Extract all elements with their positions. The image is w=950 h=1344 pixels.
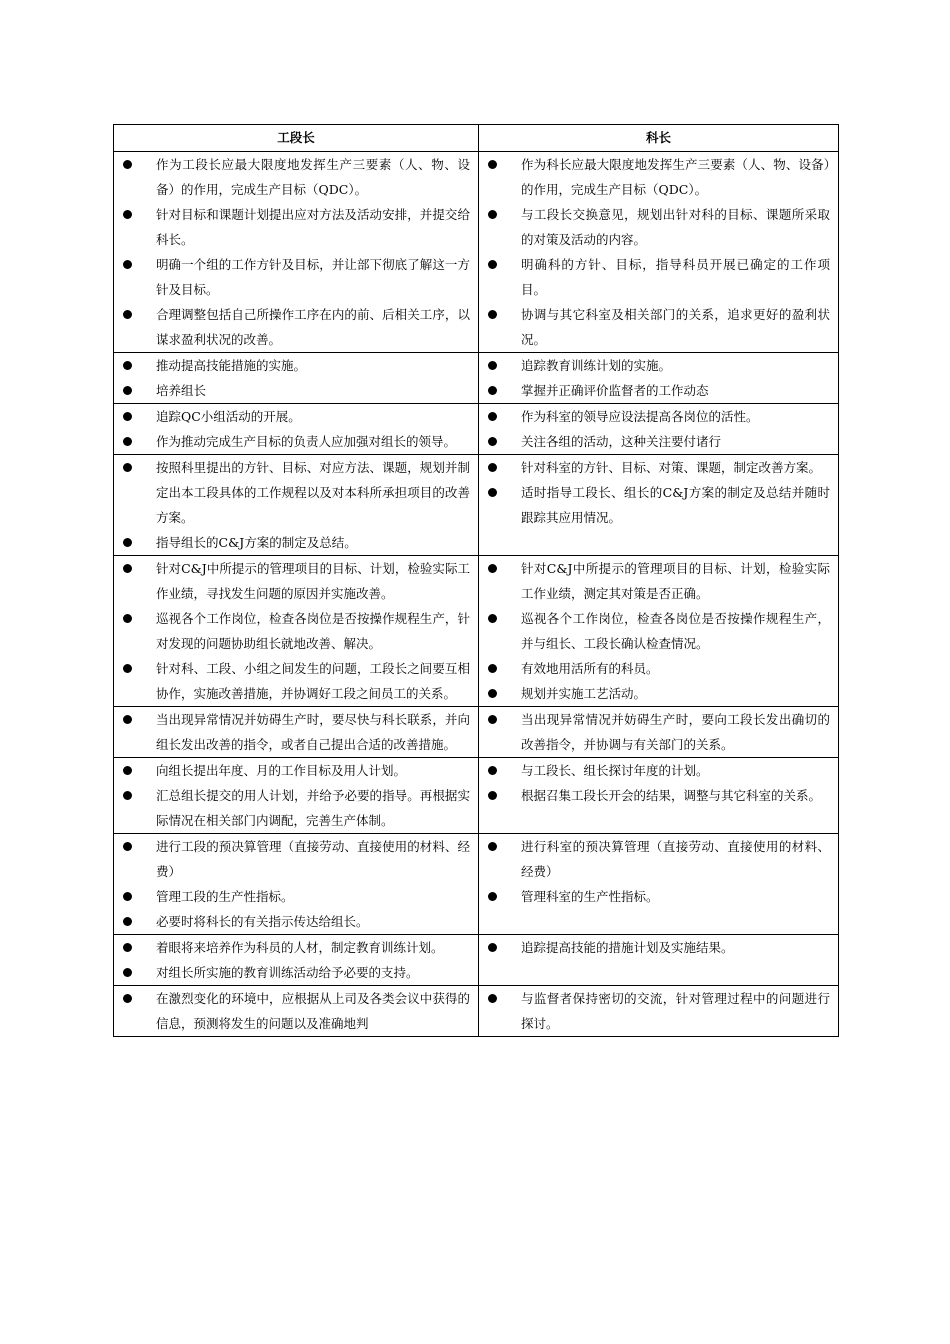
item-text: 作为科长应最大限度地发挥生产三要素（人、物、设备）的作用，完成生产目标（QDC）。 — [521, 157, 830, 197]
bullet-list — [114, 986, 478, 1036]
bullet-icon — [123, 538, 132, 547]
bullet-icon — [123, 766, 132, 775]
item-text: 管理科室的生产性指标。 — [521, 889, 659, 904]
item-text: 培养组长 — [156, 383, 207, 398]
table-row — [114, 986, 839, 1037]
item-text: 当出现异常情况并妨碍生产时，要向工段长发出确切的改善指令，并协调与有关部门的关系。 — [521, 712, 830, 752]
list-item — [114, 783, 478, 833]
bullet-icon — [123, 614, 132, 623]
header-row — [114, 125, 839, 152]
cell-section-chief — [479, 986, 839, 1037]
item-text: 明确一个组的工作方针及目标，并让部下彻底了解这一方针及目标。 — [156, 257, 470, 297]
bullet-list — [114, 404, 478, 454]
table-row — [114, 707, 839, 758]
list-item — [114, 252, 478, 302]
item-text: 管理工段的生产性指标。 — [156, 889, 294, 904]
item-text: 汇总组长提交的用人计划，并给予必要的指导。再根据实际情况在相关部门内调配，完善生产体制。 — [156, 788, 470, 828]
list-item — [114, 530, 478, 555]
responsibility-table — [113, 124, 839, 1037]
bullet-list — [114, 935, 478, 985]
cell-section-chief — [479, 935, 839, 986]
bullet-list — [114, 556, 478, 706]
list-item — [114, 707, 478, 757]
list-item — [114, 758, 478, 783]
cell-section-leader — [114, 556, 479, 707]
bullet-icon — [488, 437, 497, 446]
list-item — [479, 353, 838, 378]
bullet-icon — [123, 463, 132, 472]
item-text: 针对C&J中所提示的管理项目的目标、计划，检验实际工作业绩，寻找发生问题的原因并实施改善。 — [156, 561, 470, 601]
list-item — [479, 202, 838, 252]
cell-section-chief — [479, 758, 839, 834]
bullet-list — [479, 353, 838, 403]
item-text: 追踪QC小组活动的开展。 — [156, 409, 301, 424]
bullet-icon — [488, 994, 497, 1003]
list-item — [114, 834, 478, 884]
list-item — [114, 202, 478, 252]
item-text: 关注各组的活动，这种关注要付诸行 — [521, 434, 722, 449]
cell-section-chief — [479, 834, 839, 935]
bullet-list — [479, 556, 838, 706]
cell-section-chief — [479, 455, 839, 556]
list-item — [114, 986, 478, 1036]
list-item — [479, 404, 838, 429]
list-item — [479, 378, 838, 403]
bullet-icon — [123, 715, 132, 724]
list-item — [479, 480, 838, 530]
bullet-icon — [488, 412, 497, 421]
table-row — [114, 834, 839, 935]
header-section-leader: 工段长 — [114, 125, 479, 152]
list-item — [479, 455, 838, 480]
bullet-icon — [123, 437, 132, 446]
bullet-icon — [488, 892, 497, 901]
item-text: 必要时将科长的有关指示传达给组长。 — [156, 914, 369, 929]
bullet-list — [479, 935, 838, 960]
cell-section-leader — [114, 834, 479, 935]
cell-section-leader — [114, 707, 479, 758]
item-text: 与工段长、组长探讨年度的计划。 — [521, 763, 709, 778]
cell-section-chief — [479, 152, 839, 353]
bullet-icon — [123, 564, 132, 573]
cell-section-leader — [114, 758, 479, 834]
bullet-icon — [488, 614, 497, 623]
list-item — [479, 986, 838, 1036]
cell-section-leader — [114, 935, 479, 986]
list-item — [114, 353, 478, 378]
item-text: 对组长所实施的教育训练活动给予必要的支持。 — [156, 965, 419, 980]
bullet-icon — [123, 892, 132, 901]
bullet-icon — [488, 260, 497, 269]
item-text: 针对科室的方针、目标、对策、课题，制定改善方案。 — [521, 460, 822, 475]
bullet-icon — [123, 842, 132, 851]
list-item — [479, 429, 838, 454]
bullet-icon — [488, 463, 497, 472]
item-text: 进行科室的预决算管理（直接劳动、直接使用的材料、经费） — [521, 839, 830, 879]
list-item — [479, 556, 838, 606]
item-text: 与监督者保持密切的交流，针对管理过程中的问题进行探讨。 — [521, 991, 830, 1031]
table-row — [114, 556, 839, 707]
bullet-icon — [488, 842, 497, 851]
bullet-icon — [123, 664, 132, 673]
item-text: 规划并实施工艺活动。 — [521, 686, 647, 701]
cell-section-chief — [479, 707, 839, 758]
table-row — [114, 455, 839, 556]
item-text: 作为推动完成生产目标的负责人应加强对组长的领导。 — [156, 434, 457, 449]
bullet-icon — [488, 386, 497, 395]
list-item — [114, 960, 478, 985]
item-text: 协调与其它科室及相关部门的关系，追求更好的盈利状况。 — [521, 307, 830, 347]
list-item — [479, 707, 838, 757]
list-item — [114, 302, 478, 352]
bullet-icon — [123, 260, 132, 269]
bullet-icon — [488, 664, 497, 673]
bullet-icon — [123, 791, 132, 800]
list-item — [114, 429, 478, 454]
bullet-icon — [488, 210, 497, 219]
bullet-icon — [123, 160, 132, 169]
list-item — [114, 884, 478, 909]
cell-section-leader — [114, 353, 479, 404]
item-text: 合理调整包括自己所操作工序在内的前、后相关工序，以谋求盈利状况的改善。 — [156, 307, 470, 347]
bullet-icon — [123, 210, 132, 219]
item-text: 作为工段长应最大限度地发挥生产三要素（人、物、设备）的作用，完成生产目标（QDC）。 — [156, 157, 470, 197]
table-row — [114, 152, 839, 353]
item-text: 巡视各个工作岗位，检查各岗位是否按操作规程生产，并与组长、工段长确认检查情况。 — [521, 611, 830, 651]
list-item — [479, 302, 838, 352]
bullet-list — [114, 707, 478, 757]
item-text: 当出现异常情况并妨碍生产时，要尽快与科长联系，并向组长发出改善的指令，或者自己提出合适的改善措施。 — [156, 712, 470, 752]
item-text: 指导组长的C&J方案的制定及总结。 — [156, 535, 357, 550]
list-item — [114, 909, 478, 934]
list-item — [114, 152, 478, 202]
bullet-list — [114, 353, 478, 403]
cell-section-leader — [114, 404, 479, 455]
item-text: 针对科、工段、小组之间发生的问题，工段长之间要互相协作，实施改善措施，并协调好工段之间员工的关系。 — [156, 661, 470, 701]
item-text: 针对目标和课题计划提出应对方法及活动安排，并提交给科长。 — [156, 207, 470, 247]
bullet-icon — [123, 994, 132, 1003]
bullet-icon — [488, 715, 497, 724]
bullet-icon — [488, 943, 497, 952]
item-text: 按照科里提出的方针、目标、对应方法、课题，规划并制定出本工段具体的工作规程以及对本科所承担项目的改善方案。 — [156, 460, 470, 525]
cell-section-chief — [479, 353, 839, 404]
bullet-icon — [488, 564, 497, 573]
list-item — [114, 404, 478, 429]
bullet-list — [479, 834, 838, 909]
bullet-list — [114, 834, 478, 934]
list-item — [479, 656, 838, 681]
bullet-icon — [123, 412, 132, 421]
item-text: 巡视各个工作岗位，检查各岗位是否按操作规程生产，针对发现的问题协助组长就地改善、解决。 — [156, 611, 470, 651]
list-item — [114, 656, 478, 706]
list-item — [114, 935, 478, 960]
item-text: 与工段长交换意见，规划出针对科的目标、课题所采取的对策及活动的内容。 — [521, 207, 830, 247]
item-text: 明确科的方针、目标，指导科员开展已确定的工作项目。 — [521, 257, 830, 297]
bullet-icon — [123, 386, 132, 395]
bullet-icon — [488, 488, 497, 497]
bullet-icon — [488, 160, 497, 169]
list-item — [114, 378, 478, 403]
list-item — [479, 681, 838, 706]
bullet-icon — [488, 689, 497, 698]
item-text: 向组长提出年度、月的工作目标及用人计划。 — [156, 763, 407, 778]
list-item — [114, 455, 478, 530]
bullet-icon — [123, 968, 132, 977]
item-text: 进行工段的预决算管理（直接劳动、直接使用的材料、经费） — [156, 839, 470, 879]
item-text: 追踪提高技能的措施计划及实施结果。 — [521, 940, 734, 955]
bullet-icon — [488, 361, 497, 370]
item-text: 推动提高技能措施的实施。 — [156, 358, 307, 373]
list-item — [479, 606, 838, 656]
bullet-icon — [488, 766, 497, 775]
cell-section-leader — [114, 986, 479, 1037]
item-text: 有效地用活所有的科员。 — [521, 661, 659, 676]
list-item — [479, 252, 838, 302]
bullet-icon — [123, 310, 132, 319]
cell-section-leader — [114, 152, 479, 353]
cell-section-chief — [479, 556, 839, 707]
item-text: 着眼将来培养作为科员的人材，制定教育训练计划。 — [156, 940, 444, 955]
bullet-icon — [123, 943, 132, 952]
bullet-icon — [488, 310, 497, 319]
table-row — [114, 935, 839, 986]
list-item — [479, 783, 838, 808]
bullet-icon — [488, 791, 497, 800]
bullet-list — [479, 758, 838, 808]
bullet-list — [114, 758, 478, 833]
item-text: 追踪教育训练计划的实施。 — [521, 358, 672, 373]
item-text: 掌握并正确评价监督者的工作动态 — [521, 383, 709, 398]
cell-section-leader — [114, 455, 479, 556]
document-page — [113, 124, 838, 1037]
bullet-list — [114, 455, 478, 555]
bullet-list — [479, 404, 838, 454]
item-text: 针对C&J中所提示的管理项目的目标、计划，检验实际工作业绩，测定其对策是否正确。 — [521, 561, 830, 601]
bullet-list — [479, 986, 838, 1036]
list-item — [479, 152, 838, 202]
item-text: 作为科室的领导应设法提高各岗位的活性。 — [521, 409, 759, 424]
cell-section-chief — [479, 404, 839, 455]
list-item — [114, 606, 478, 656]
table-row — [114, 353, 839, 404]
list-item — [479, 935, 838, 960]
list-item — [479, 834, 838, 884]
bullet-icon — [123, 361, 132, 370]
table-row — [114, 758, 839, 834]
table-body — [114, 152, 839, 1037]
list-item — [479, 758, 838, 783]
header-section-chief: 科长 — [479, 125, 839, 152]
bullet-list — [479, 455, 838, 530]
bullet-list — [114, 152, 478, 352]
table-row — [114, 404, 839, 455]
bullet-list — [479, 152, 838, 352]
item-text: 在激烈变化的环境中，应根据从上司及各类会议中获得的信息，预测将发生的问题以及准确地判 — [156, 991, 470, 1031]
item-text: 根据召集工段长开会的结果，调整与其它科室的关系。 — [521, 788, 822, 803]
list-item — [479, 884, 838, 909]
bullet-list — [479, 707, 838, 757]
list-item — [114, 556, 478, 606]
item-text: 适时指导工段长、组长的C&J方案的制定及总结并随时跟踪其应用情况。 — [521, 485, 830, 525]
bullet-icon — [123, 917, 132, 926]
